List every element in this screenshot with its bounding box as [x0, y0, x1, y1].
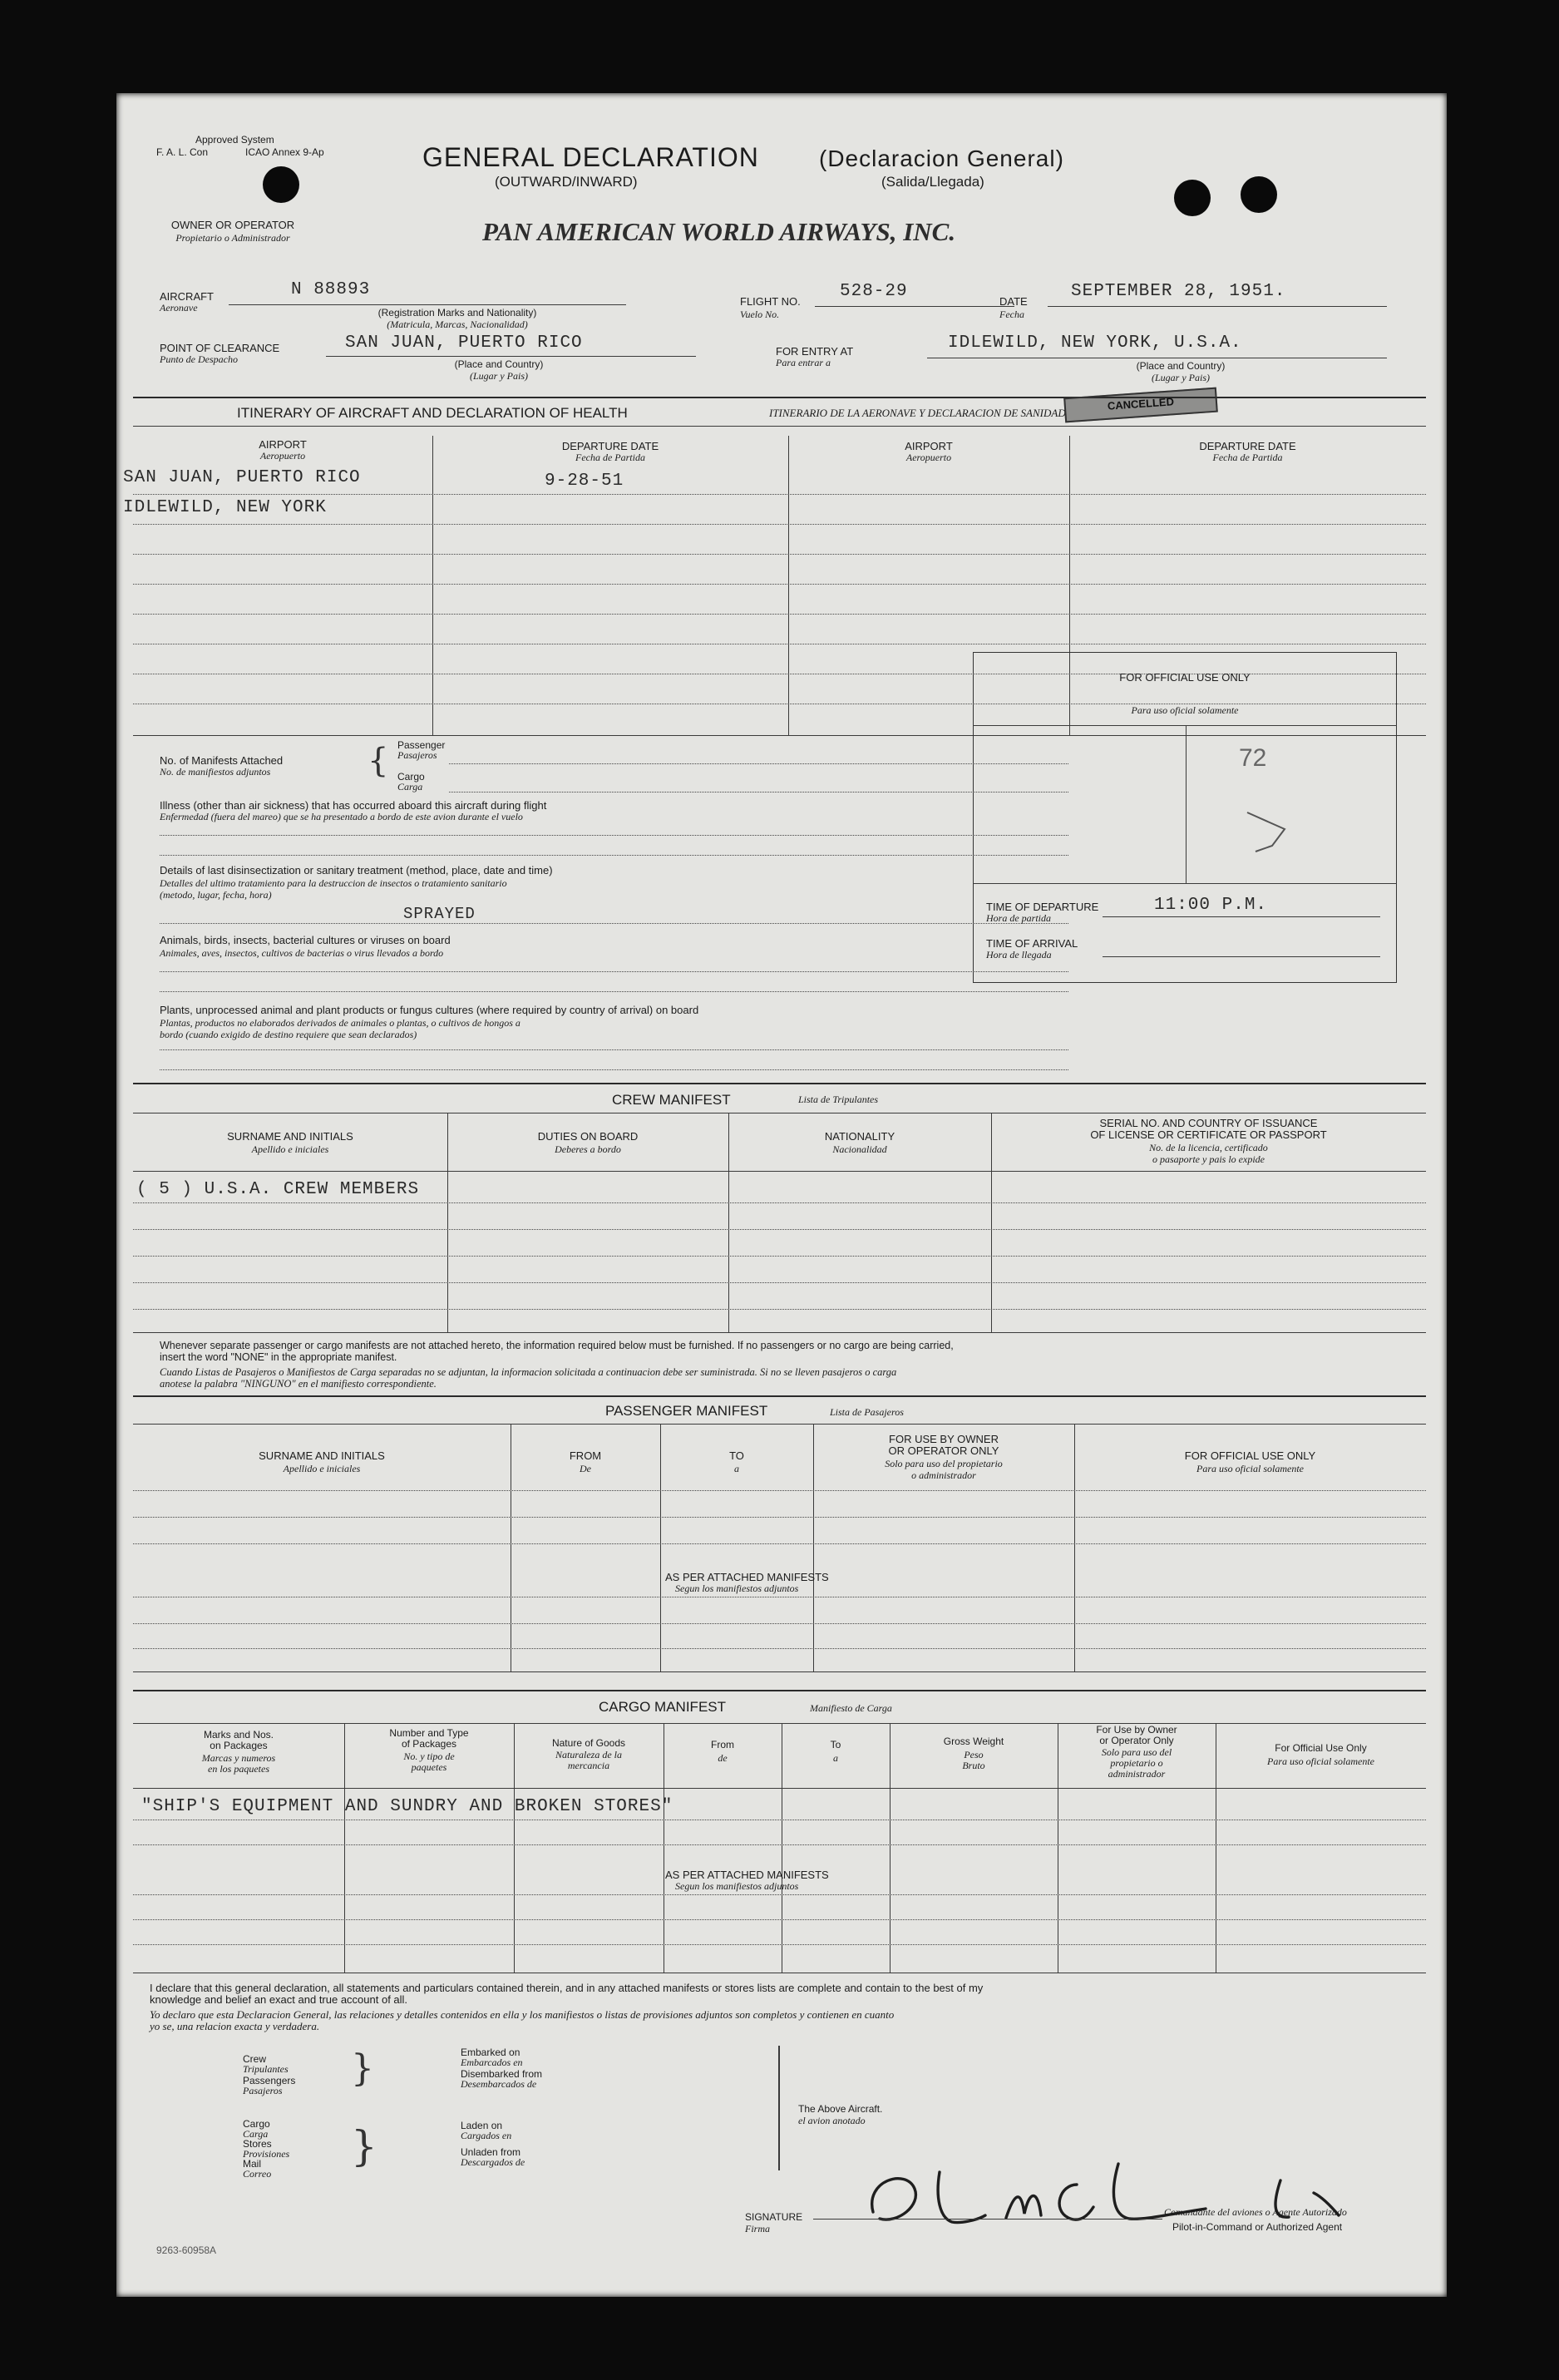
cargo-col-from: From	[711, 1739, 734, 1750]
clearance-value: SAN JUAN, PUERTO RICO	[345, 333, 583, 353]
cargo-title-es: Manifiesto de Carga	[810, 1702, 892, 1714]
cargo-col-goods-es: Naturaleza de la	[555, 1749, 622, 1760]
commander-label: Pilot-in-Command or Authorized Agent	[1172, 2221, 1343, 2233]
cargo-col-packages-b: of Packages	[401, 1738, 457, 1750]
crew-col-nationality: NATIONALITY	[824, 1130, 895, 1143]
icao-annex: ICAO Annex 9-Ap	[245, 146, 324, 158]
clearance-label-es: Punto de Despacho	[160, 353, 238, 365]
cargo-col-owner-es3: administrador	[1108, 1768, 1166, 1780]
footer-stores: Stores	[243, 2138, 272, 2150]
passenger-col-owner-es2: o administrador	[911, 1469, 976, 1481]
cargo-col-goods: Nature of Goods	[551, 1737, 626, 1749]
official-title-es: Para uso oficial solamente	[1131, 704, 1239, 716]
manifests-label: No. of Manifests Attached	[160, 754, 284, 767]
crew-title-es: Lista de Tripulantes	[798, 1094, 879, 1105]
above-aircraft-es: el avion anotado	[798, 2115, 866, 2126]
declaration-line-2: knowledge and belief an exact and true account of all.	[150, 1993, 408, 2006]
disinsect-value: SPRAYED	[403, 905, 476, 923]
cargo-attached-es: Segun los manifiestos adjuntos	[675, 1880, 799, 1892]
itinerary-title-es: ITINERARIO DE LA AERONAVE Y DECLARACION DE SANIDAD	[769, 407, 1066, 419]
passenger-col-to-es: a	[734, 1463, 739, 1474]
arrival-time-label: TIME OF ARRIVAL	[986, 937, 1078, 950]
footer-laden-es: Cargados en	[461, 2130, 512, 2141]
punch-hole-right-2	[1241, 176, 1277, 213]
entry-note-es: (Lugar y Pais)	[1152, 372, 1210, 383]
footer-embarked: Embarked on	[461, 2047, 520, 2058]
declaration-line-1: I declare that this general declaration, all statements and particulars contained therein, and in any attached manifests or stores lists are complete and contain to the best of my	[150, 1982, 984, 1994]
cargo-col-marks-es2: en los paquetes	[208, 1763, 269, 1775]
itinerary-col-airport-es: Aeropuerto	[259, 450, 306, 462]
cargo-col-packages: Number and Type	[389, 1727, 469, 1739]
cargo-col-owner: For Use by Owner	[1096, 1724, 1177, 1736]
registration-note-es: (Matricula, Marcas, Nacionalidad)	[387, 318, 528, 330]
official-use-box	[973, 652, 1397, 983]
plants-label-es: Plantas, productos no elaborados derivados de animales o plantas, o cultivos de hongos a	[160, 1017, 520, 1029]
commander-label-es: Comandante del aviones o Agente Autorizado	[1164, 2206, 1347, 2218]
cargo-col-weight-es2: Bruto	[962, 1760, 985, 1771]
cargo-attached: AS PER ATTACHED MANIFESTS	[665, 1869, 829, 1881]
footer-mail-es: Correo	[243, 2168, 272, 2180]
cargo-col-packages-es: No. y tipo de	[403, 1750, 455, 1762]
passenger-col-from: FROM	[569, 1449, 602, 1462]
aircraft-label: AIRCRAFT	[160, 290, 214, 303]
crew-col-license-es: No. de la licencia, certificado	[1149, 1142, 1268, 1153]
cargo-col-to: To	[830, 1739, 841, 1750]
aircraft-value: N 88893	[291, 280, 371, 299]
passenger-col-owner-b: OR OPERATOR ONLY	[888, 1444, 999, 1457]
official-handwritten-mark	[1239, 800, 1314, 867]
itinerary-col-date2-es: Fecha de Partida	[1212, 452, 1283, 463]
footer-brace-2: }	[351, 2122, 377, 2170]
entry-value: IDLEWILD, NEW YORK, U.S.A.	[948, 333, 1242, 353]
cancelled-stamp: CANCELLED	[1063, 388, 1218, 423]
itinerary-row1-airport: SAN JUAN, PUERTO RICO	[123, 468, 361, 487]
manifests-brace: {	[368, 742, 389, 780]
crew-row-1: ( 5 ) U.S.A. CREW MEMBERS	[136, 1180, 420, 1199]
departure-time-label: TIME OF DEPARTURE	[986, 901, 1099, 913]
crew-col-license-b: OF LICENSE OR CERTIFICATE OR PASSPORT	[1090, 1128, 1327, 1141]
flight-value: 528-29	[840, 282, 908, 301]
itinerary-col-airport2: AIRPORT	[905, 440, 953, 452]
passenger-col-to: TO	[729, 1449, 744, 1462]
disinsect-label-es2: (metodo, lugar, fecha, hora)	[160, 889, 272, 901]
departure-time-label-es: Hora de partida	[986, 912, 1051, 924]
above-aircraft: The Above Aircraft.	[798, 2103, 883, 2115]
fal-convention: F. A. L. Con	[156, 146, 209, 158]
declaration-line-4: yo se, una relacion exacta y verdadera.	[150, 2020, 320, 2032]
form-number: 9263-60958A	[156, 2244, 217, 2256]
cargo-col-owner-es2: propietario o	[1110, 1757, 1163, 1769]
notice-line-4: anotese la palabra "NINGUNO" en el manifiesto correspondiente.	[160, 1378, 437, 1390]
date-label: DATE	[999, 295, 1028, 308]
itinerary-col-airport: AIRPORT	[259, 438, 307, 451]
form-subtitle-es: (Salida/Llegada)	[881, 174, 984, 190]
notice-line-3: Cuando Listas de Pasajeros o Manifiestos de Carga separadas no se adjuntan, la informacion solicitada a continuacion debe ser suministrada. Si no se lleven pasajeros o carga	[160, 1366, 897, 1378]
itinerary-col-date-es: Fecha de Partida	[575, 452, 645, 463]
cargo-label: Cargo	[397, 771, 425, 783]
approved-system: Approved System	[195, 134, 274, 146]
itinerary-row1-date: 9-28-51	[545, 472, 624, 491]
clearance-note-es: (Lugar y Pais)	[470, 370, 528, 382]
footer-cargo: Cargo	[243, 2118, 270, 2130]
form-subtitle: (OUTWARD/INWARD)	[495, 174, 638, 190]
illness-label: Illness (other than air sickness) that has occurred aboard this aircraft during flight	[160, 799, 547, 812]
cargo-label-es: Carga	[397, 781, 423, 793]
footer-embarked-es: Embarcados en	[461, 2057, 523, 2068]
cargo-col-owner-b: or Operator Only	[1099, 1735, 1174, 1746]
passenger-title-es: Lista de Pasajeros	[830, 1406, 904, 1418]
owner-label-es: Propietario o Administrador	[175, 232, 290, 244]
signature-label-es: Firma	[745, 2223, 770, 2234]
passenger-col-owner: FOR USE BY OWNER	[889, 1433, 999, 1445]
footer-cargo-es: Carga	[243, 2128, 269, 2140]
disinsect-label: Details of last disinsectization or sanitary treatment (method, place, date and time)	[160, 864, 553, 876]
notice-line-2: insert the word "NONE" in the appropriate manifest.	[160, 1351, 397, 1363]
cargo-col-official: For Official Use Only	[1275, 1742, 1367, 1754]
plants-label: Plants, unprocessed animal and plant products or fungus cultures (where required by country of arrival) on board	[160, 1004, 699, 1016]
passenger-label: Passenger	[397, 739, 446, 751]
cargo-col-packages-es2: paquetes	[411, 1761, 447, 1773]
cargo-col-marks: Marks and Nos.	[203, 1729, 274, 1741]
footer-stores-es: Provisiones	[243, 2148, 290, 2160]
signature-label: SIGNATURE	[745, 2211, 803, 2223]
disinsect-label-es: Detalles del ultimo tratamiento para la destruccion de insectos o tratamiento sanitario	[160, 877, 507, 889]
itinerary-col-airport2-es: Aeropuerto	[905, 452, 952, 463]
itinerary-title: ITINERARY OF AIRCRAFT AND DECLARATION OF HEALTH	[237, 405, 628, 421]
entry-label: FOR ENTRY AT	[776, 345, 854, 358]
owner-label: OWNER OR OPERATOR	[170, 219, 295, 231]
crew-col-duties-es: Deberes a bordo	[555, 1143, 621, 1155]
official-number: 72	[1239, 744, 1267, 772]
animals-label-es: Animales, aves, insectos, cultivos de bacterias o virus llevados a bordo	[160, 947, 444, 959]
footer-disembarked-es: Desembarcados de	[461, 2078, 537, 2090]
date-value: SEPTEMBER 28, 1951.	[1071, 282, 1286, 301]
itinerary-col-date2: DEPARTURE DATE	[1199, 440, 1296, 452]
plants-label-es2: bordo (cuando exigido de destino requiere que sean declarados)	[160, 1029, 417, 1040]
footer-passengers-es: Pasajeros	[243, 2085, 283, 2096]
cargo-col-official-es: Para uso oficial solamente	[1267, 1755, 1374, 1767]
crew-col-surname: SURNAME AND INITIALS	[227, 1130, 353, 1143]
clearance-label: POINT OF CLEARANCE	[160, 342, 280, 354]
itinerary-col-date: DEPARTURE DATE	[561, 440, 659, 452]
cargo-col-owner-es: Solo para uso del	[1101, 1746, 1172, 1758]
animals-label: Animals, birds, insects, bacterial cultures or viruses on board	[160, 934, 451, 946]
cargo-col-marks-b: on Packages	[210, 1740, 268, 1751]
declaration-form	[116, 93, 1447, 2297]
flight-label: FLIGHT NO.	[740, 295, 801, 308]
flight-label-es: Vuelo No.	[740, 309, 780, 320]
manifests-label-es: No. de manifiestos adjuntos	[160, 766, 271, 778]
passenger-attached: AS PER ATTACHED MANIFESTS	[665, 1571, 829, 1583]
entry-label-es: Para entrar a	[776, 357, 831, 368]
crew-col-duties: DUTIES ON BOARD	[537, 1130, 639, 1143]
footer-crew: Crew	[243, 2053, 267, 2065]
operator-name: PAN AMERICAN WORLD AIRWAYS, INC.	[482, 217, 956, 246]
cargo-col-to-es: a	[833, 1752, 838, 1764]
crew-col-license-es2: o pasaporte y pais lo expide	[1152, 1153, 1265, 1165]
entry-note: (Place and Country)	[1136, 360, 1226, 372]
passenger-label-es: Pasajeros	[397, 749, 437, 761]
form-title: GENERAL DECLARATION	[422, 142, 759, 172]
cargo-col-weight-es: Peso	[964, 1749, 984, 1760]
cargo-col-from-es: de	[718, 1752, 728, 1764]
passenger-col-surname: SURNAME AND INITIALS	[259, 1449, 385, 1462]
crew-col-license: SERIAL NO. AND COUNTRY OF ISSUANCE	[1099, 1117, 1318, 1129]
registration-note: (Registration Marks and Nationality)	[377, 307, 537, 318]
passenger-attached-es: Segun los manifiestos adjuntos	[675, 1583, 799, 1594]
crew-col-nationality-es: Nacionalidad	[832, 1143, 887, 1155]
crew-col-surname-es: Apellido e iniciales	[251, 1143, 329, 1155]
footer-unladen: Unladen from	[461, 2146, 521, 2158]
passenger-col-official-es: Para uso oficial solamente	[1196, 1463, 1304, 1474]
cargo-col-marks-es: Marcas y numeros	[201, 1752, 276, 1764]
footer-mail: Mail	[243, 2158, 262, 2170]
footer-crew-es: Tripulantes	[243, 2063, 289, 2075]
itinerary-row2-airport: IDLEWILD, NEW YORK	[123, 498, 327, 517]
aircraft-label-es: Aeronave	[160, 302, 198, 314]
footer-passengers: Passengers	[243, 2075, 296, 2086]
footer-brace-1: }	[351, 2047, 374, 2090]
punch-hole-left	[263, 166, 299, 203]
passenger-col-surname-es: Apellido e iniciales	[283, 1463, 361, 1474]
form-title-es: (Declaracion General)	[819, 146, 1064, 171]
official-title: FOR OFFICIAL USE ONLY	[1119, 671, 1251, 684]
footer-unladen-es: Descargados de	[461, 2156, 525, 2168]
arrival-time-label-es: Hora de llegada	[986, 949, 1052, 960]
passenger-col-from-es: De	[580, 1463, 591, 1474]
footer-disembarked: Disembarked from	[461, 2068, 543, 2080]
passenger-col-official: FOR OFFICIAL USE ONLY	[1184, 1449, 1316, 1462]
declaration-line-3: Yo declaro que esta Declaracion General, las relaciones y detalles contenidos en ella y los manifiestos o listas de provisiones adjuntos son completos y contienen en cuanto	[150, 2008, 895, 2021]
footer-laden: Laden on	[461, 2120, 503, 2131]
cargo-title: CARGO MANIFEST	[599, 1699, 727, 1715]
departure-time-value: 11:00 P.M.	[1154, 896, 1268, 915]
notice-line-1: Whenever separate passenger or cargo manifests are not attached hereto, the information required below must be furnished. If no passengers or no cargo are being carried,	[160, 1340, 954, 1351]
cargo-col-weight: Gross Weight	[943, 1736, 1004, 1747]
illness-label-es: Enfermedad (fuera del mareo) que se ha presentado a bordo de este avion durante el vuelo	[160, 811, 523, 822]
cargo-col-goods-es2: mercancia	[567, 1760, 610, 1771]
crew-title: CREW MANIFEST	[612, 1092, 731, 1108]
passenger-title: PASSENGER MANIFEST	[605, 1403, 768, 1419]
cargo-row-1: "SHIP'S EQUIPMENT AND SUNDRY AND BROKEN STORES"	[141, 1797, 673, 1816]
punch-hole-right	[1174, 180, 1211, 216]
clearance-note: (Place and Country)	[454, 358, 544, 370]
passenger-col-owner-es: Solo para uso del propietario	[885, 1458, 1003, 1469]
date-label-es: Fecha	[999, 309, 1024, 320]
